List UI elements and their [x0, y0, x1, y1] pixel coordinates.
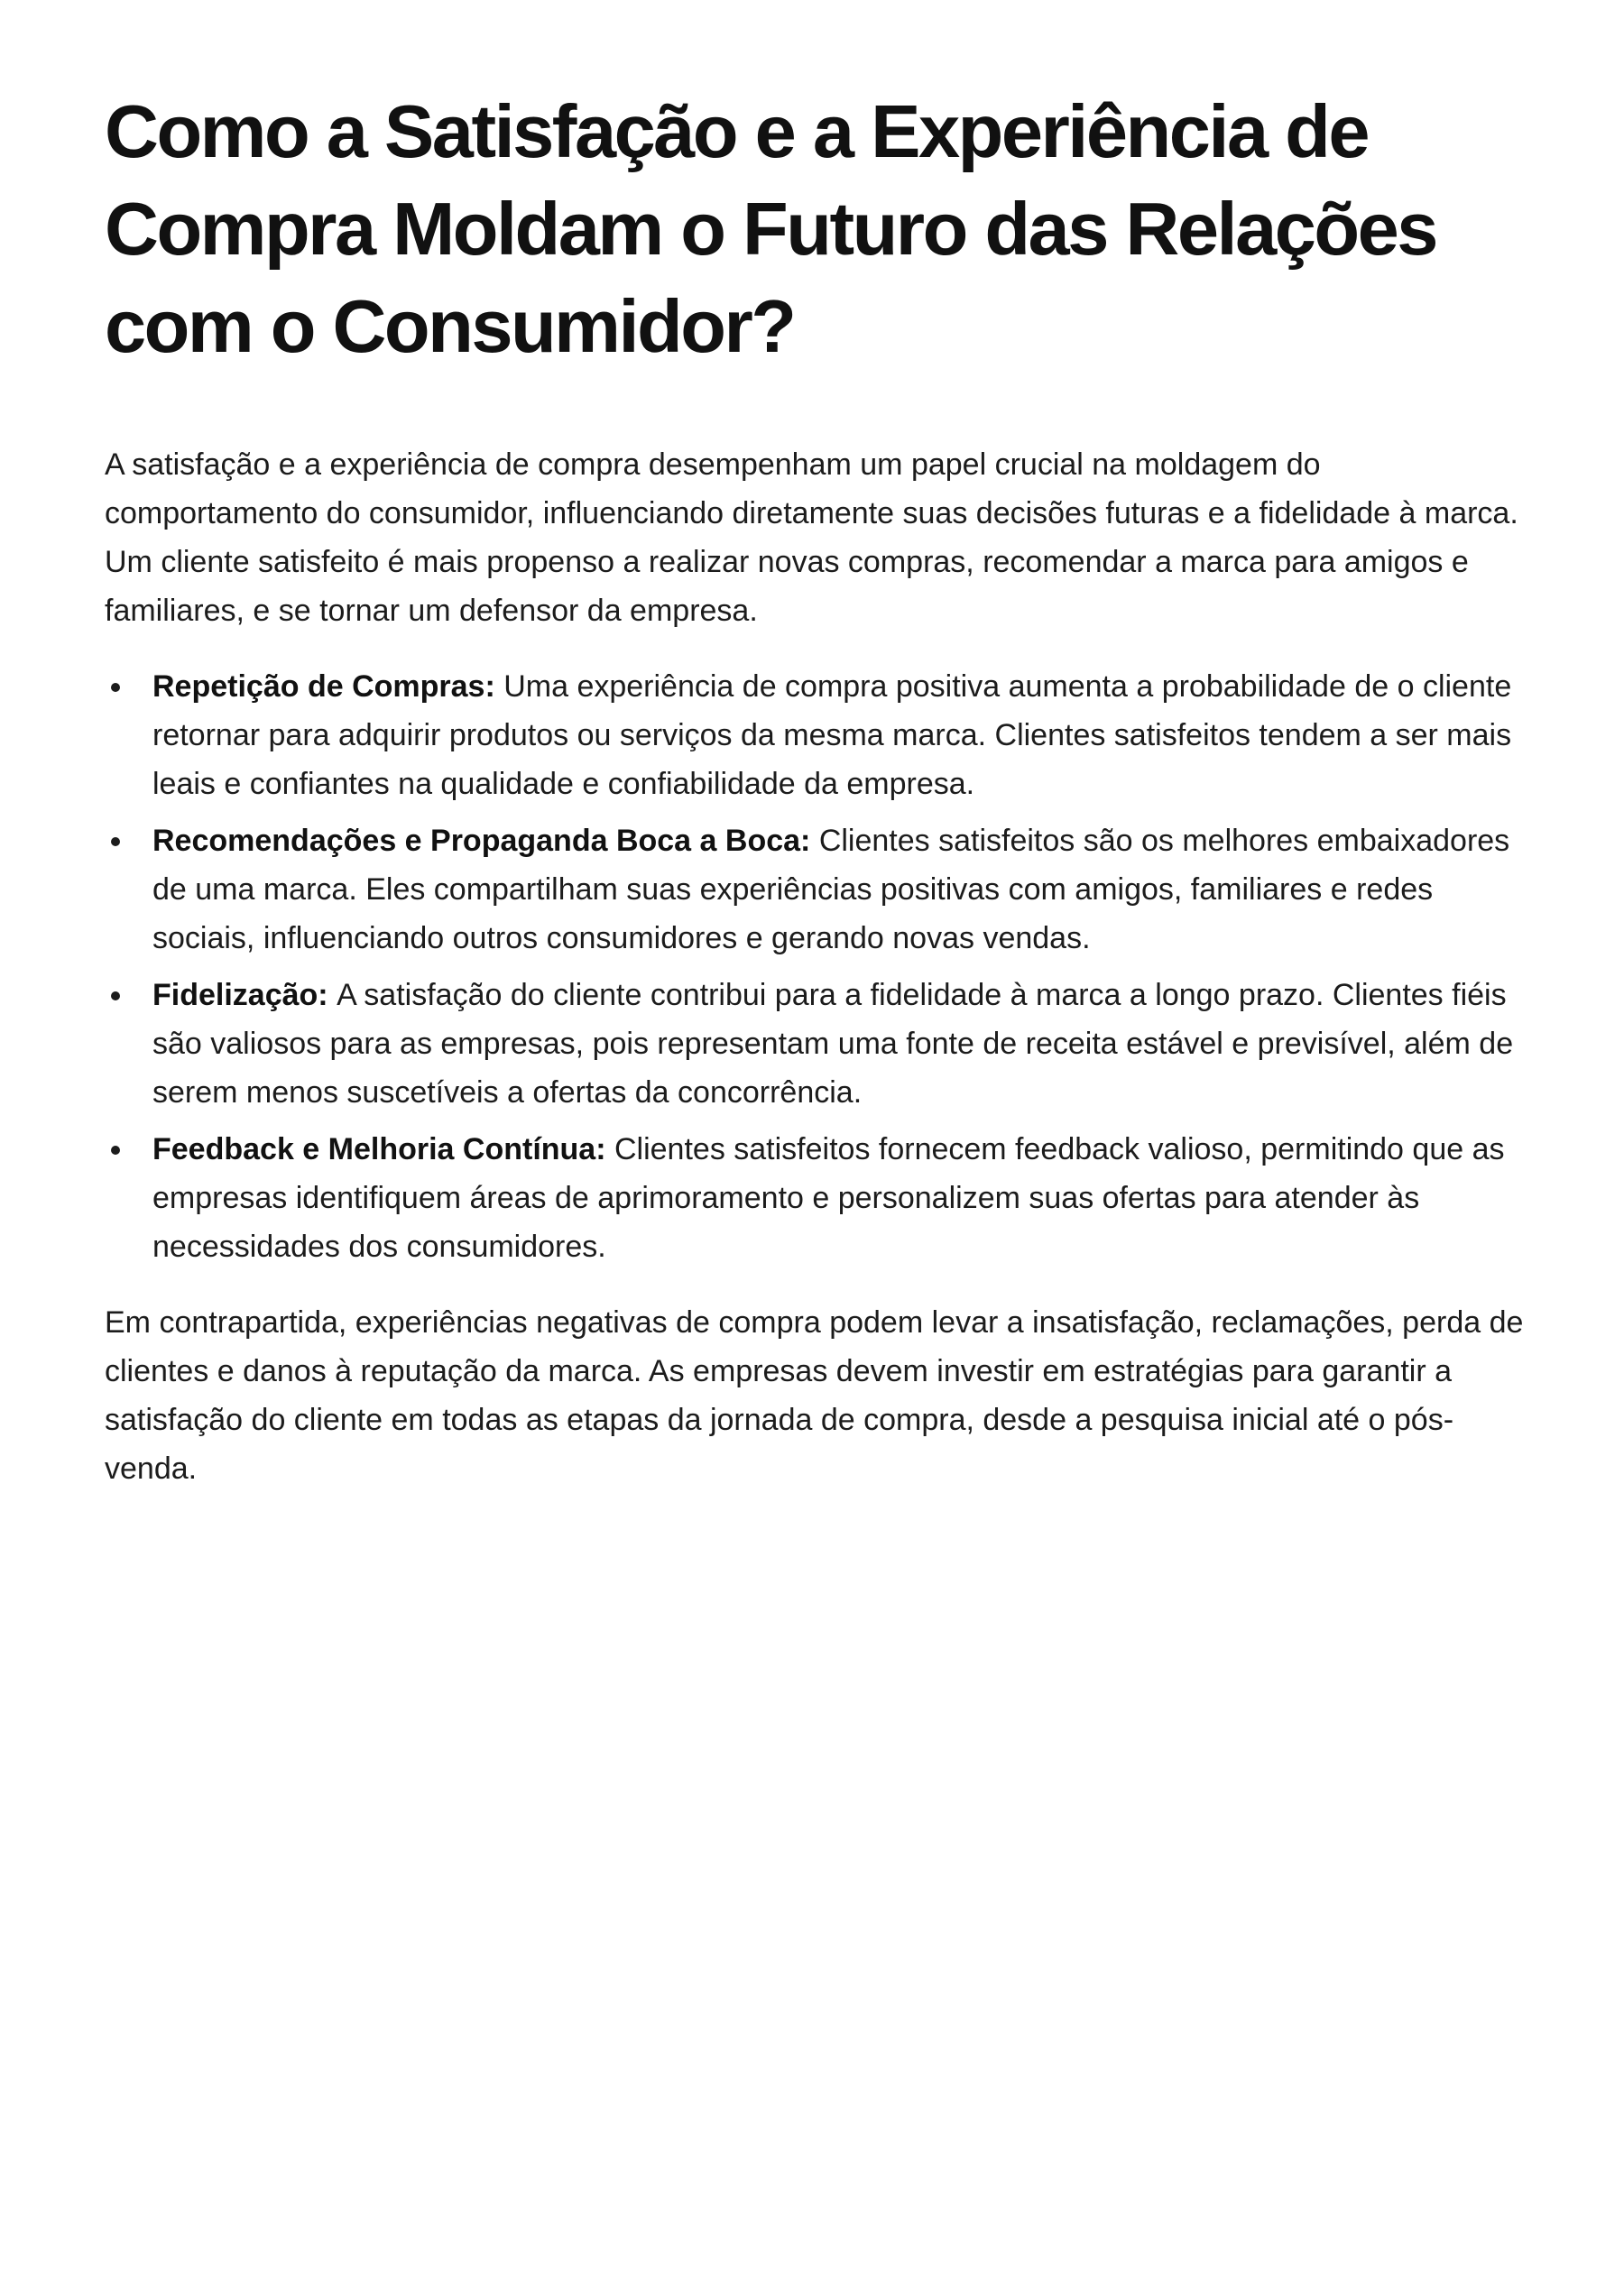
list-item-text: Clientes satisfeitos fornecem feedback valioso, permitindo que as empresas identifiquem áreas de aprimoramento e personalizem suas ofertas para atender às necessidades dos consumidores.	[152, 1132, 1505, 1264]
closing-paragraph: Em contrapartida, experiências negativas de compra podem levar a insatisfação, reclamações, perda de clientes e danos à reputação da marca. As empresas devem investir em estratégias para garantir a satisfação do cliente em todas as etapas da jornada de compra, desde a pesquisa inicial até o pós-venda.	[105, 1305, 1524, 1486]
page-title: Como a Satisfação e a Experiência de Compra Moldam o Futuro das Relações com o Consumidor?	[105, 89, 1436, 368]
bullet-icon	[111, 1146, 120, 1155]
list-item-term: Fidelização:	[152, 978, 337, 1012]
list-item-text: Clientes satisfeitos são os melhores embaixadores de uma marca. Eles compartilham suas experiências positivas com amigos, familiares e redes sociais, influenciando outros consumidores e gerando novas vendas.	[152, 824, 1510, 955]
bullet-icon	[111, 837, 120, 846]
document-page	[105, 83, 1530, 1493]
list-item	[105, 816, 1530, 963]
key-points-list	[105, 662, 1530, 1271]
list-item-term: Repetição de Compras:	[152, 669, 504, 704]
bullet-icon	[111, 991, 120, 1000]
list-item-text: A satisfação do cliente contribui para a fidelidade à marca a longo prazo. Clientes fiéis são valiosos para as empresas, pois representam uma fonte de receita estável e previsível, além de serem menos suscetíveis a ofertas da concorrência.	[152, 978, 1514, 1110]
list-item	[105, 971, 1530, 1117]
bullet-icon	[111, 683, 120, 692]
list-item	[105, 662, 1530, 808]
list-item	[105, 1125, 1530, 1271]
intro-paragraph: A satisfação e a experiência de compra desempenham um papel crucial na moldagem do comportamento do consumidor, influenciando diretamente suas decisões futuras e a fidelidade à marca. Um cliente satisfeito é mais propenso a realizar novas compras, recomendar a marca para amigos e familiares, e se tornar um defensor da empresa.	[105, 447, 1518, 628]
list-item-term: Recomendações e Propaganda Boca a Boca:	[152, 824, 819, 858]
list-item-term: Feedback e Melhoria Contínua:	[152, 1132, 614, 1166]
list-item-text: Uma experiência de compra positiva aumenta a probabilidade de o cliente retornar para adquirir produtos ou serviços da mesma marca. Clientes satisfeitos tendem a ser mais leais e confiantes na qualidade e confiabilidade da empresa.	[152, 669, 1512, 801]
